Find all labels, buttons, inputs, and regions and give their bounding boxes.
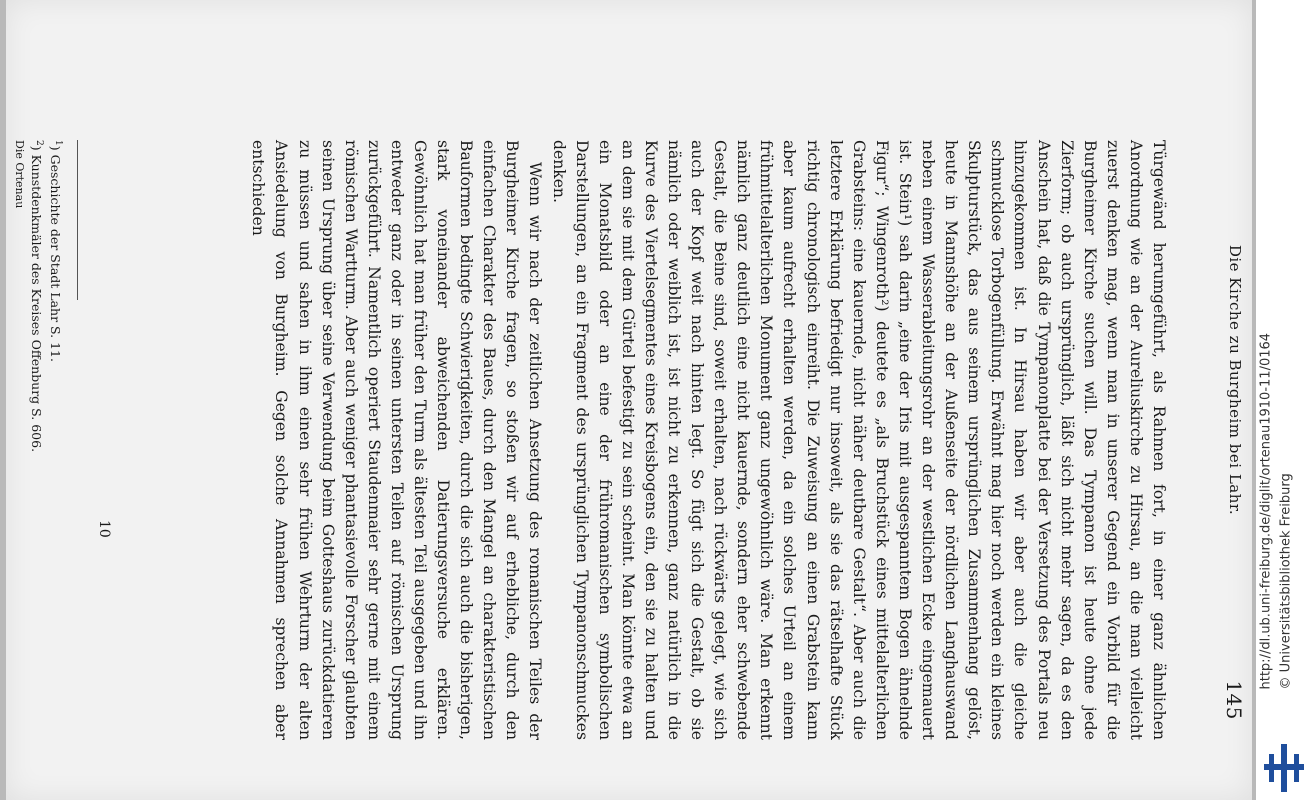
body-text [246, 140, 1170, 740]
paragraph: Türgewänd herumgeführt, als Rahmen fort, in einer ganz ähnlichen Anordnung wie an der Aureliuskirche zu Hirsau, an die man vielleicht zuerst denken mag, wenn man in unserer Gegend ein Vorbild für die Burgheimer Kirche suchen will. Das Tympanon ist heute ohne jede Zierform; ob auch ursprünglich, läßt sich nicht mehr sagen, da es den Anschein hat, daß die Tympanonplatte bei der Versetzung des Portals neu hinzugekommen ist. In Hirsau haben wir aber auch die gleiche schmucklose Torbogenfüllung. Erwähnt mag hier noch werden ein kleines Skulpturstück, das aus seinem ursprünglichen Zusammenhang gelöst, heute in Mannshöhe an der Außenseite der nördlichen Langhauswand neben einem Wasserableitungsrohr an der westlichen Ecke eingemauert ist. Stein¹) sah darin „eine der Iris mit ausgespanntem Bogen ähnelnde Figur“; Wingenroth²) deutete es „als Bruchstück eines mittelalterlichen Grabsteins: eine kauernde, nicht näher deutbare Gestalt“. Aber auch die letztere Erklärung befriedigt nur insoweit, als sie das rätselhafte Stück richtig chronologisch einreiht. Die Zuweisung an einen Grabstein kann aber kaum aufrecht erhalten werden, da ein solches Urteil an einem frühmittelalterlichen Monument ganz ungewöhnlich wäre. Man erkennt nämlich ganz deutlich eine nicht kauernde, sondern eher schwebende Gestalt, die Beine sind, soweit erhalten, nach rückwärts gelegt, wie sich auch der Kopf weit nach hinten legt. So fügt sich die Gestalt, ob sie nämlich oder weiblich ist, ist nicht zu erkennen, ganz natürlich in die Kurve des Viertelsegmentes eines Kreisbogens ein, den sie zu halten und an dem sie mit dem Gürtel befestigt zu sein scheint. Man könnte etwa an ein Monatsbild oder an eine der frühromanischen symbolischen Darstellungen, an ein Fragment des ursprünglichen Tympanonschmuckes denken. [549, 140, 1168, 740]
university-library-logo-icon [1264, 744, 1304, 792]
signature-mark: 10 [96, 520, 112, 538]
footnote-text: Kunstdenkmäler des Kreises Offenburg S. 606. [28, 154, 44, 453]
print-mark: Die Ortenau [13, 140, 26, 209]
footnote-mark: 2 [33, 140, 44, 146]
page-number: 145 [1222, 680, 1246, 720]
running-title: Die Kirche zu Burgheim bei Lahr. [1226, 244, 1244, 516]
page-content-rotated [6, 0, 1252, 800]
scanned-page [6, 0, 1252, 800]
footnote: $^1$) Geschichte der Stadt Lahr S. 11. [47, 140, 63, 362]
footnote-mark: 1 [53, 140, 63, 146]
page-header [1214, 120, 1244, 720]
footnote-text: Geschichte der Stadt Lahr S. 11. [47, 154, 63, 362]
copyright-notice: © Universitätsbibliothek Freiburg [1278, 473, 1294, 690]
sidebar-text [1253, 10, 1306, 750]
footnote: $^2$) Kunstdenkmäler des Kreises Offenburg S. 606. [28, 140, 44, 453]
footnotes [28, 140, 66, 740]
library-sidebar [1256, 0, 1309, 800]
permalink-url[interactable]: http://dl.ub.uni-freiburg.de/diglit/ortenau1910-11/0164 [1258, 332, 1274, 690]
paragraph: Wenn wir nach der zeitlichen Ansetzung des romanischen Teiles der Burgheimer Kirche fragen, so stoßen wir auf erhebliche, durch den einfachen Charakter des Baues, durch den Mangel an charakteristischen Bauformen bedingte Schwierigkeiten, durch die sich auch die bisherigen, stark voneinander abweichenden Datierungsversuche erklären. Gewöhnlich hat man früher den Turm als ältesten Teil ausgegeben und ihn entweder ganz oder in seinen untersten Teilen auf römischen Ursprung zurückgeführt. Namentlich operiert Staudenmaier sehr gerne mit einem römischen Wartturm. Aber auch weniger phantasievolle Forscher glaubten seinen Ursprung über seine Verwendung beim Gotteshaus zurückdatieren zu müssen und sahen in ihm einen sehr frühen Wehrturm der alten Ansiedelung von Burgheim. Gegen solche Annahmen sprechen aber entschieden [249, 140, 545, 740]
footnote-rule [77, 140, 78, 300]
